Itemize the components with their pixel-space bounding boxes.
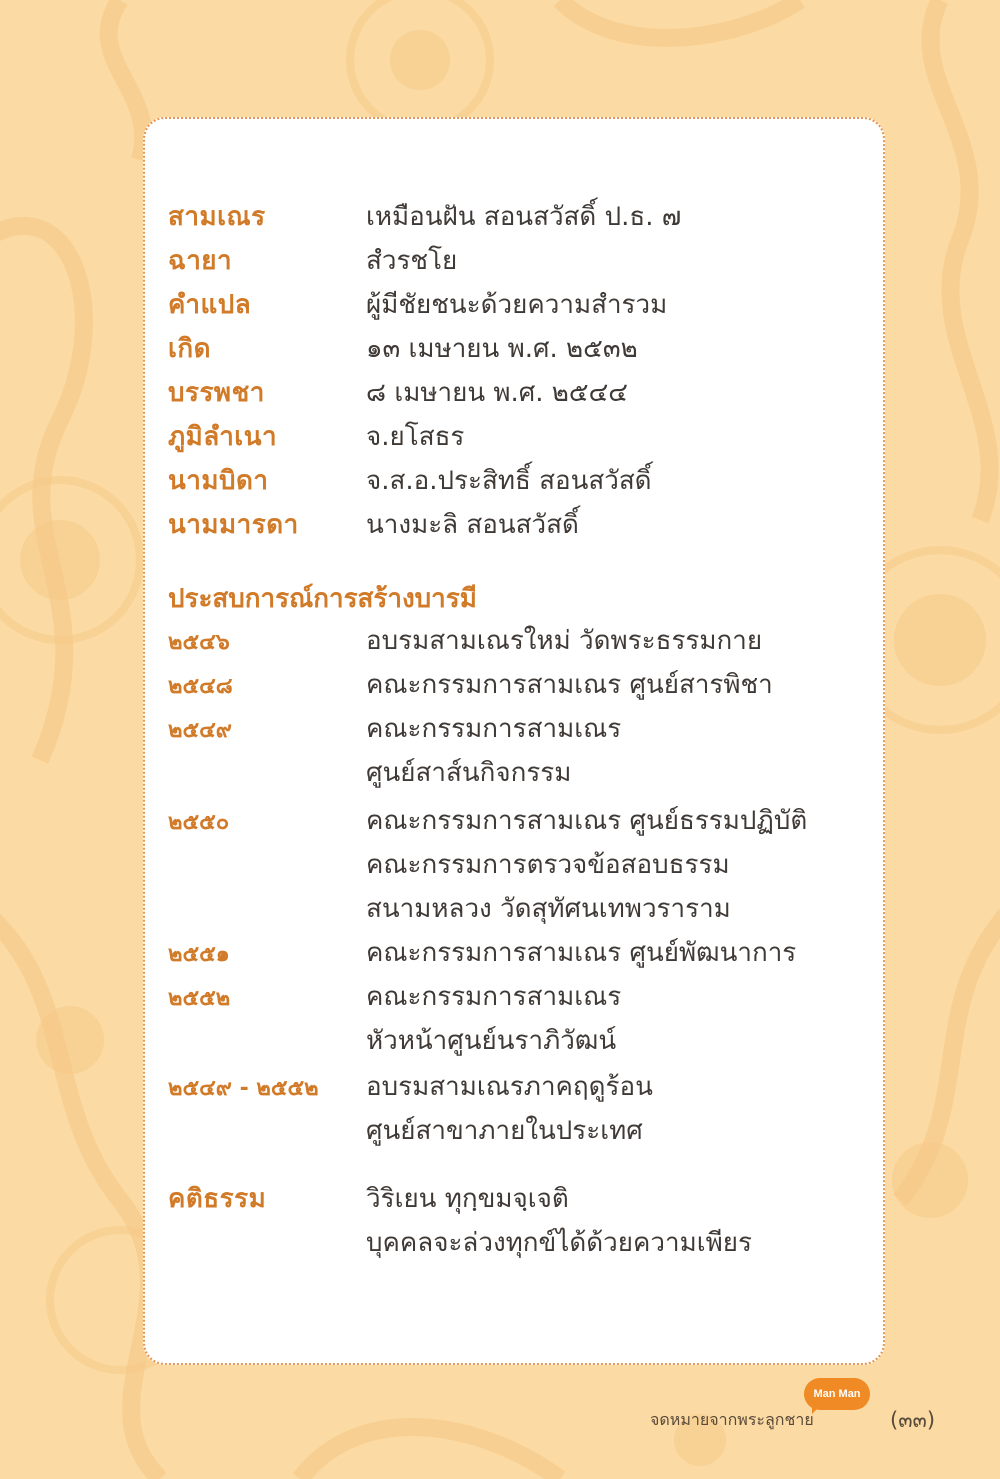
experience-line: คณะกรรมการสามเณร xyxy=(366,982,622,1012)
profile-value: ๘ เมษายน พ.ศ. ๒๕๔๔ xyxy=(366,378,628,408)
profile-label: ภูมิลำเนา xyxy=(168,422,278,452)
experience-year: ๒๕๕๒ xyxy=(168,986,231,1011)
profile-value: เหมือนฝัน สอนสวัสดิ์ ป.ธ. ๗ xyxy=(366,202,682,232)
experience-line: ศูนย์สาขาภายในประเทศ xyxy=(366,1116,643,1146)
motto-translation: บุคคลจะล่วงทุกข์ได้ด้วยความเพียร xyxy=(366,1228,752,1258)
book-title: จดหมายจากพระลูกชาย xyxy=(650,1410,814,1429)
motto-label: คติธรรม xyxy=(168,1184,267,1214)
profile-value: นางมะลิ สอนสวัสดิ์ xyxy=(366,510,579,540)
experience-line: อบรมสามเณรใหม่ วัดพระธรรมกาย xyxy=(366,626,763,656)
profile-row-ordination-name xyxy=(168,240,868,284)
experience-item xyxy=(168,932,868,976)
experience-year: ๒๕๔๖ xyxy=(168,630,230,655)
profile-row-novice xyxy=(168,196,868,240)
motto-pali: วิริเยน ทุกฺขมจฺเจติ xyxy=(366,1184,569,1214)
motto xyxy=(168,1178,868,1258)
experience-line: สนามหลวง วัดสุทัศนเทพวราราม xyxy=(366,894,731,924)
profile-label: คำแปล xyxy=(168,290,252,320)
profile-row-mother xyxy=(168,504,868,548)
profile-value: ๑๓ เมษายน พ.ศ. ๒๕๓๒ xyxy=(366,334,638,364)
profile-value: จ.ยโสธร xyxy=(366,422,465,452)
experience-line: ศูนย์สาส์นกิจกรรม xyxy=(366,758,572,788)
profile-row-hometown xyxy=(168,416,868,460)
profile-row-ordained xyxy=(168,372,868,416)
profile-label: เกิด xyxy=(168,334,212,364)
profile-value: ผู้มีชัยชนะด้วยความสำรวม xyxy=(366,290,668,320)
experience-year: ๒๕๔๙ - ๒๕๕๒ xyxy=(168,1076,319,1101)
profile-label: บรรพชา xyxy=(168,378,265,408)
experience-year: ๒๕๔๘ xyxy=(168,674,233,699)
profile-row-father xyxy=(168,460,868,504)
profile-row-born xyxy=(168,328,868,372)
experience-year: ๒๕๕๑ xyxy=(168,942,230,967)
experience-line: หัวหน้าศูนย์นราภิวัฒน์ xyxy=(366,1026,617,1056)
experience-item xyxy=(168,620,868,664)
profile-label: ฉายา xyxy=(168,246,233,276)
experience-line: คณะกรรมการสามเณร xyxy=(366,714,622,744)
page-number: (๓๓) xyxy=(890,1408,936,1432)
experience-line: คณะกรรมการสามเณร ศูนย์สารพิชา xyxy=(366,670,773,700)
experience-heading: ประสบการณ์การสร้างบารมี xyxy=(168,584,477,614)
experience-year: ๒๕๕๐ xyxy=(168,810,230,835)
man-man-badge: Man Man xyxy=(804,1378,870,1410)
experience-line: อบรมสามเณรภาคฤดูร้อน xyxy=(366,1072,653,1102)
experience-line: คณะกรรมการสามเณร ศูนย์พัฒนาการ xyxy=(366,938,797,968)
experience-item xyxy=(168,664,868,708)
experience-item xyxy=(168,800,868,924)
experience-line: คณะกรรมการตรวจข้อสอบธรรม xyxy=(366,850,730,880)
profile-row-translation xyxy=(168,284,868,328)
experience-item xyxy=(168,1066,868,1146)
experience-item xyxy=(168,708,868,788)
experience-year: ๒๕๔๙ xyxy=(168,718,232,743)
profile-value: สํวรชโย xyxy=(366,246,458,276)
experience-item xyxy=(168,976,868,1056)
profile-label: นามบิดา xyxy=(168,466,269,496)
profile-label: นามมารดา xyxy=(168,510,299,540)
profile-value: จ.ส.อ.ประสิทธิ์ สอนสวัสดิ์ xyxy=(366,466,652,496)
experience-line: คณะกรรมการสามเณร ศูนย์ธรรมปฏิบัติ xyxy=(366,806,808,836)
profile-label: สามเณร xyxy=(168,202,266,232)
